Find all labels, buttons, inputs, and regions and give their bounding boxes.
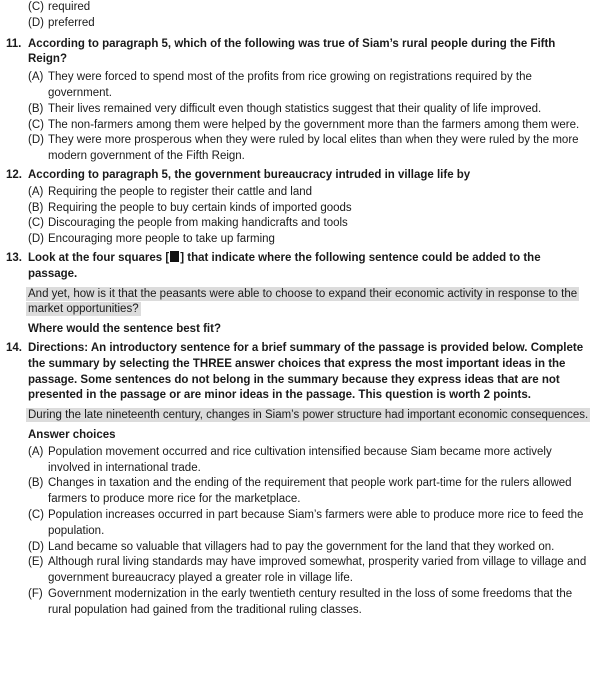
question-number: 11.	[6, 37, 22, 50]
option-label: (C)	[28, 217, 44, 230]
question-text-start: Look at the four squares [	[28, 251, 170, 264]
option-label: (C)	[28, 1, 44, 13]
option-c[interactable]	[0, 0, 601, 16]
option-text: Encouraging more people to take up farming	[48, 233, 275, 246]
option-label: (F)	[28, 587, 43, 600]
intro-sentence-text: During the late nineteenth century, changes in Siam’s power structure had important economic consequences.	[28, 409, 589, 422]
question-11	[0, 37, 601, 165]
placement-prompt: Where would the sentence best fit?	[28, 323, 221, 336]
option-d[interactable]	[0, 232, 601, 248]
option-label: (D)	[28, 134, 44, 147]
option-text: Changes in taxation and the ending of the requirement that people work part-time for the rulers allowed farmers to produce more rice for the marketplace.	[48, 477, 572, 506]
option-text: They were more prosperous when they were ruled by local elites than when they were ruled by the more modern government of the Fifth Reign.	[48, 134, 579, 163]
option-text: Requiring the people to register their cattle and land	[48, 185, 313, 198]
option-label: (B)	[28, 102, 44, 115]
option-b[interactable]	[0, 102, 601, 118]
option-label: (A)	[28, 445, 44, 458]
option-text: Population movement occurred and rice cultivation intensified because Siam became more actively involved in international trade.	[48, 445, 552, 474]
choice-b[interactable]	[0, 476, 601, 508]
option-text: Population increases occurred in part because Siam’s farmers were able to produce more rice to feed the population.	[48, 508, 584, 537]
option-label: (A)	[28, 71, 44, 84]
question-text-end: ] that indicate where the following sentence could be added to the passage.	[28, 251, 541, 280]
option-label: (D)	[28, 233, 44, 246]
choice-e[interactable]	[0, 555, 601, 587]
option-label: (E)	[28, 556, 44, 569]
option-label: (C)	[28, 118, 44, 131]
question-stem	[0, 37, 601, 69]
option-c[interactable]	[0, 118, 601, 134]
black-square-icon	[170, 251, 179, 262]
option-d[interactable]	[0, 16, 601, 32]
option-label: (B)	[28, 477, 44, 490]
option-text: Land became so valuable that villagers had to pay the government for the land that they worked on.	[48, 540, 555, 553]
option-a[interactable]	[0, 185, 601, 201]
question-stem	[0, 341, 601, 404]
option-text: Their lives remained very difficult even though statistics suggest that their quality of life improved.	[48, 102, 542, 115]
question-13	[0, 251, 601, 338]
option-text: Government modernization in the early twentieth century resulted in the loss of some freedoms that the rural population had gained from the traditional ruling classes.	[48, 587, 573, 616]
question-12	[0, 168, 601, 248]
option-label: (A)	[28, 185, 44, 198]
question-text: According to paragraph 5, the government bureaucracy intruded in village life by	[28, 168, 471, 181]
question-number: 14.	[6, 341, 22, 354]
insert-sentence	[0, 287, 601, 319]
option-text: preferred	[48, 16, 95, 29]
question-number: 12.	[6, 168, 22, 181]
option-text: required	[48, 1, 91, 13]
option-text: Although rural living standards may have improved somewhat, prosperity varied from village to village and government bureaucracy played a greater role in village life.	[48, 556, 587, 585]
choice-d[interactable]	[0, 540, 601, 556]
answer-choices-heading: Answer choices	[28, 428, 116, 441]
question-stem	[0, 251, 601, 283]
question-text: According to paragraph 5, which of the following was true of Siam’s rural people during the Fifth Reign?	[28, 37, 556, 66]
question-14	[0, 341, 601, 619]
option-text: The non-farmers among them were helped by the government more than the farmers among them were.	[48, 118, 580, 131]
option-d[interactable]	[0, 133, 601, 165]
option-text: They were forced to spend most of the profits from rice growing on registrations required by the government.	[48, 71, 532, 99]
option-b[interactable]	[0, 201, 601, 217]
directions-text: Directions: An introductory sentence for a brief summary of the passage is provided below. Complete the summary by selecting the THREE answer choices that express the most important ideas in the passage. Some sentences do not belong in the summary because they express ideas that are not presented in the passage or are minor ideas in the passage. This question is worth 2 points.	[28, 341, 584, 402]
choice-a[interactable]	[0, 445, 601, 477]
intro-sentence	[0, 408, 601, 424]
top-options	[0, 0, 601, 32]
option-c[interactable]	[0, 216, 601, 232]
option-label: (B)	[28, 201, 44, 214]
option-label: (D)	[28, 540, 44, 553]
option-text: Discouraging the people from making handicrafts and tools	[48, 217, 348, 230]
option-label: (D)	[28, 16, 44, 29]
option-a[interactable]	[0, 70, 601, 102]
option-label: (C)	[28, 508, 44, 521]
question-stem	[0, 168, 601, 184]
option-text: Requiring the people to buy certain kinds of imported goods	[48, 201, 352, 214]
question-number: 13.	[6, 251, 22, 264]
choice-f[interactable]	[0, 587, 601, 619]
choice-c[interactable]	[0, 508, 601, 540]
insert-sentence-text: And yet, how is it that the peasants were able to choose to expand their economic activity in response to the market opportunities?	[28, 287, 578, 316]
